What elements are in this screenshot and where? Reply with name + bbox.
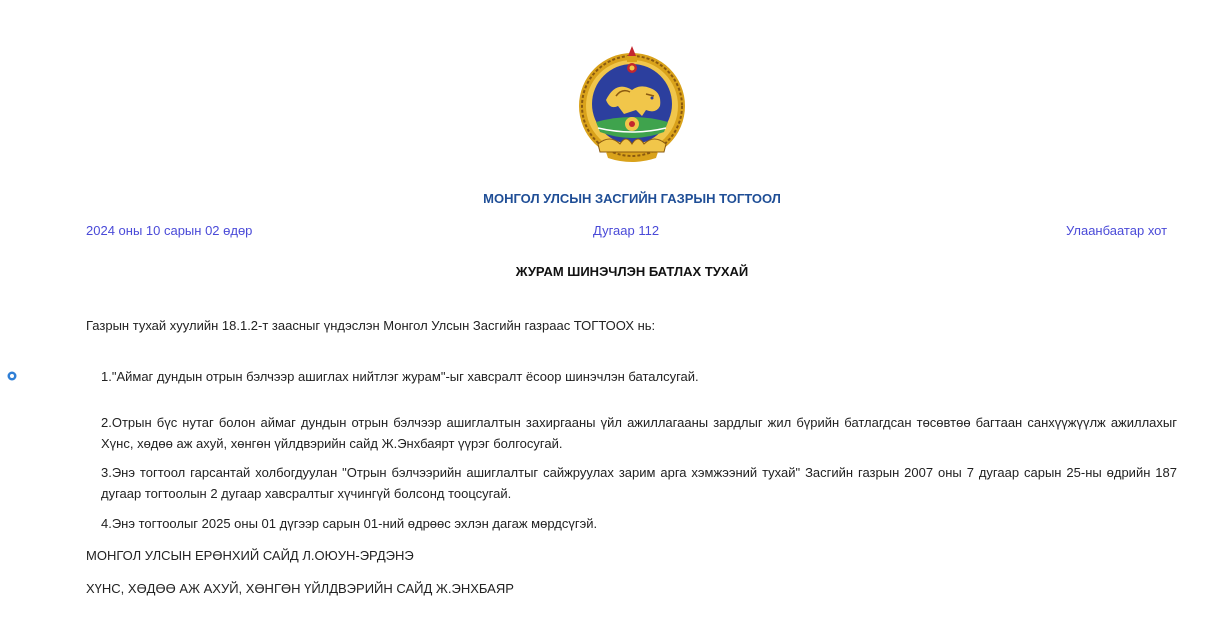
list-item-3: 3.Энэ тогтоол гарсантай холбогдуулан "Отрын бэлчээрийн ашиглалтыг сайжруулах зарим арга хэмжээний тухай" Засгийн газрын 2007 оны 7 дугаар сарын 25-ны өдрийн 187 дугаар тогтоолын 2 дугаар хавсралтыг хүчингүй болсонд тооцсугай.: [101, 465, 1177, 501]
state-emblem-icon: [576, 44, 688, 166]
list-item-2: 2.Отрын бүс нутаг болон аймаг дундын отрын бэлчээр ашиглалтын захиргааны үйл ажиллагааны зардлыг жил бүрийн батлагдсан төсөвтөө багтаан санхүүжүүлж ажиллахыг Хүнс, хөдөө аж ахуй, хөнгөн үйлдвэрийн сайд Ж.Энхбаярт үүрэг болгосугай.: [101, 415, 1177, 451]
list-item-1: 1."Аймаг дундын отрын бэлчээр ашиглах нийтлэг журам"-ыг хавсралт ёсоор шинэчлэн баталсугай.: [101, 369, 699, 384]
signature-prime-minister: МОНГОЛ УЛСЫН ЕРӨНХИЙ САЙД Л.ОЮУН-ЭРДЭНЭ: [86, 548, 414, 563]
list-item-4: 4.Энэ тогтоолыг 2025 оны 01 дүгээр сарын 01-ний өдрөөс эхлэн дагаж мөрдсүгэй.: [101, 516, 598, 531]
intro-paragraph: Газрын тухай хуулийн 18.1.2-т заасныг үндэслэн Монгол Улсын Засгийн газраас ТОГТООХ нь:: [86, 318, 656, 333]
document-subtitle: ЖУРАМ ШИНЭЧЛЭН БАТЛАХ ТУХАЙ: [515, 264, 749, 279]
document-place: Улаанбаатар хот: [1066, 223, 1168, 238]
settings-marker-icon[interactable]: [7, 368, 17, 378]
document-title: МОНГОЛ УЛСЫН ЗАСГИЙН ГАЗРЫН ТОГТООЛ: [483, 191, 781, 206]
document-date: 2024 оны 10 сарын 02 өдөр: [86, 223, 253, 238]
signature-minister: ХҮНС, ХӨДӨӨ АЖ АХУЙ, ХӨНГӨН ҮЙЛДВЭРИЙН САЙД Ж.ЭНХБАЯР: [86, 581, 514, 596]
document-number: Дугаар 112: [593, 223, 660, 238]
